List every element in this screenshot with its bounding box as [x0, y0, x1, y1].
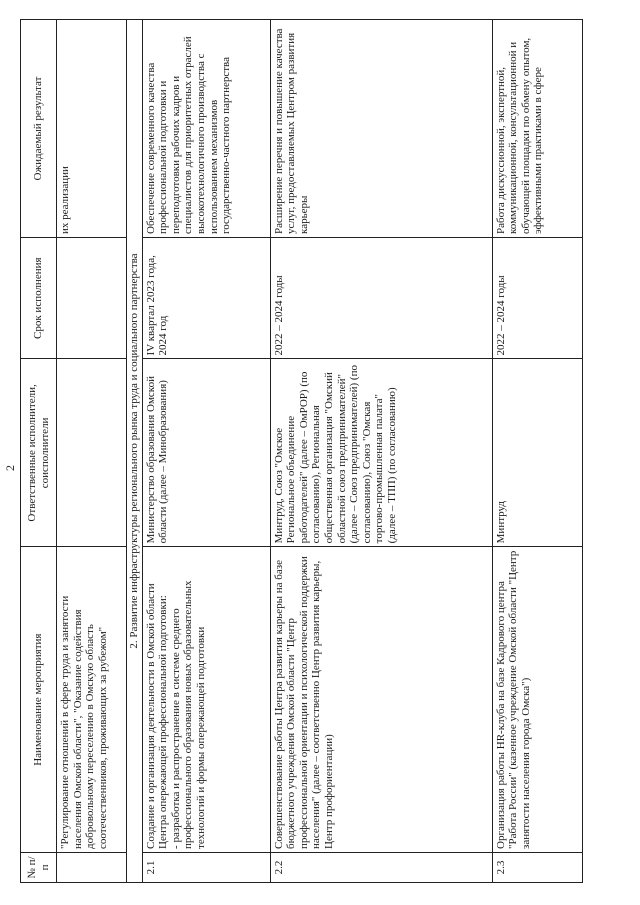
row-name: Организация работы HR-клуба на базе Кадрового центра "Работа России" (казенное учреждение Омской области "Центр занятости населения города Омска")	[492, 547, 582, 853]
measures-table	[20, 19, 583, 883]
row-deadline: 2022 – 2024 годы	[492, 237, 582, 358]
row-number: 2.3	[492, 852, 582, 882]
table-row	[492, 20, 582, 883]
row-number: 2.2	[270, 852, 492, 882]
row-name: Совершенствование работы Центра развития карьеры на базе бюджетного учреждения Омской области "Центр профессиональной ориентации и психологической поддержки населения" (далее – соответственно Центр развития карьеры, Центр профориентации)	[270, 547, 492, 853]
table-row-continuation	[57, 20, 127, 883]
table-row	[270, 20, 492, 883]
row-responsible	[57, 359, 127, 547]
row-name: "Регулирование отношений в сфере труда и занятости населения Омской области", "Оказание содействия добровольному переселению в Омскую область соотечественников, проживающих за рубежом"	[57, 547, 127, 853]
table-header-row	[21, 20, 57, 883]
row-responsible: Минтруд	[492, 359, 582, 547]
header-deadline: Срок исполнения	[21, 237, 57, 358]
row-responsible: Минтруд, Союз "Омское Региональное объединение работодателей" (далее – ОмРОР) (по согласованию), Региональная общественная организация "Омский областной союз предпринимателей" (далее – Союз предпринимателей) (по согласованию), Союз "Омская торгово-промышленная палата" (далее – ТПП) (по согласованию)	[270, 359, 492, 547]
row-result: их реализации	[57, 20, 127, 238]
row-result: Работа дискуссионной, экспертной, коммуникационной, консультационной и обучающей площадки по обмену опытом, эффективными практиками в сфере	[492, 20, 582, 238]
header-result: Ожидаемый результат	[21, 20, 57, 238]
section-row	[127, 20, 143, 883]
row-deadline: IV квартал 2023 года, 2024 год	[142, 237, 270, 358]
row-result: Обеспечение современного качества профессиональной подготовки и переподготовки рабочих кадров и специалистов для приоритетных отраслей высокотехнологичного производства с использованием механизмов государственно-частного партнерства	[142, 20, 270, 238]
row-name: Создание и организация деятельности в Омской области Центра опережающей профессиональной подготовки: - разработка и распространение в системе среднего профессионального образования новых образовательных технологий и формы опережающей подготовки	[142, 547, 270, 853]
header-number: № п/п	[21, 852, 57, 882]
page-number: 2	[3, 465, 17, 471]
row-deadline: 2022 – 2024 годы	[270, 237, 492, 358]
row-deadline	[57, 237, 127, 358]
header-name: Наименование мероприятия	[21, 547, 57, 853]
table-row	[142, 20, 270, 883]
section-title: 2. Развитие инфраструктуры регионального рынка труда и социального партнерства	[127, 20, 143, 883]
row-number	[57, 852, 127, 882]
header-responsible: Ответственные исполнители, соисполнители	[21, 359, 57, 547]
row-number: 2.1	[142, 852, 270, 882]
row-result: Расширение перечня и повышение качества услуг, предоставляемых Центром развития карьеры	[270, 20, 492, 238]
row-responsible: Министерство образования Омской области (далее – Минобразования)	[142, 359, 270, 547]
